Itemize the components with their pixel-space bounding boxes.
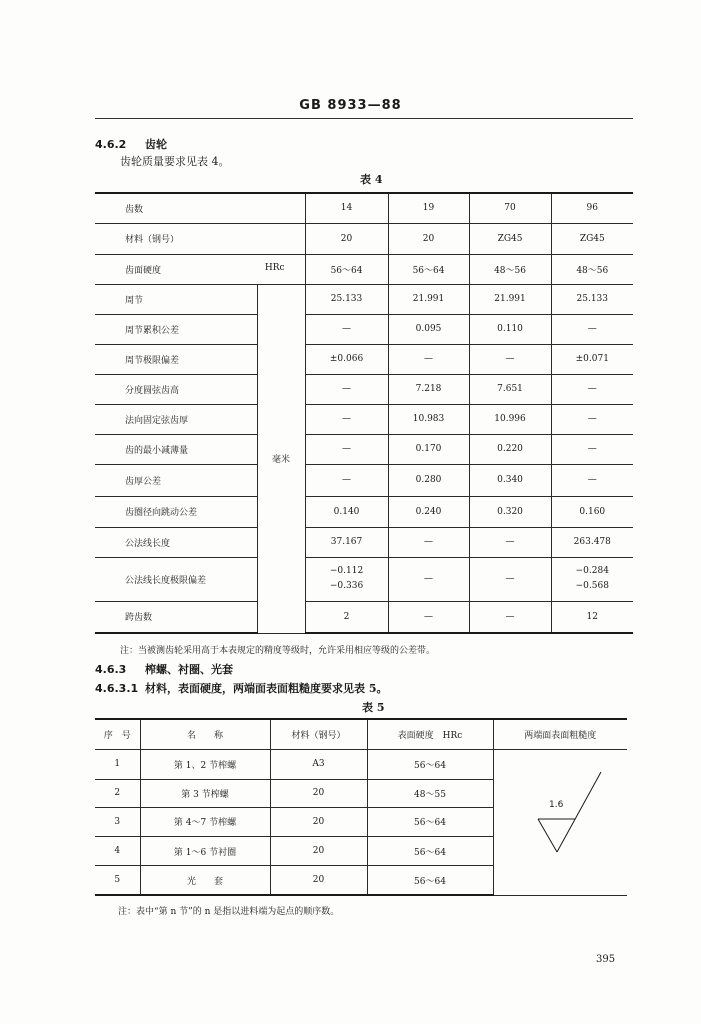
table-cell: 7.651 bbox=[469, 374, 551, 404]
table-row bbox=[95, 496, 633, 527]
table-cell: 0.160 bbox=[551, 496, 633, 527]
table-cell: — bbox=[469, 601, 551, 633]
row-label: 齿的最小减薄量 bbox=[95, 434, 257, 464]
table-cell: — bbox=[305, 374, 388, 404]
table-cell bbox=[305, 557, 388, 601]
table-cell: 14 bbox=[305, 193, 388, 223]
table-cell: — bbox=[305, 314, 388, 344]
row-label: 周节累积公差 bbox=[95, 314, 257, 344]
table-cell: 0.140 bbox=[305, 496, 388, 527]
row-number: 4 bbox=[95, 837, 140, 866]
table-cell: 0.220 bbox=[469, 434, 551, 464]
row-label: 周节 bbox=[95, 284, 257, 314]
row-number: 5 bbox=[95, 866, 140, 895]
table-row bbox=[95, 223, 633, 254]
row-label: 齿圈径向跳动公差 bbox=[95, 496, 257, 527]
table-cell: — bbox=[551, 404, 633, 434]
unit-cell: 毫米 bbox=[257, 284, 305, 633]
table-row bbox=[95, 557, 633, 601]
column-header: 表面硬度 HRc bbox=[367, 719, 493, 749]
table-cell: — bbox=[388, 527, 469, 557]
surface-roughness-symbol bbox=[494, 750, 628, 895]
part-name: 光 套 bbox=[140, 866, 270, 895]
table-cell: 21.991 bbox=[469, 284, 551, 314]
table-cell: 0.110 bbox=[469, 314, 551, 344]
table4-note: 注：当被测齿轮采用高于本表规定的精度等级时，允许采用相应等级的公差带。 bbox=[120, 646, 436, 656]
row-label: 材料（钢号） bbox=[95, 223, 305, 254]
table-cell: 0.095 bbox=[388, 314, 469, 344]
table-cell: 19 bbox=[388, 193, 469, 223]
table-cell: 20 bbox=[305, 223, 388, 254]
table-cell: — bbox=[305, 434, 388, 464]
table-cell: ±0.071 bbox=[551, 344, 633, 374]
row-number: 1 bbox=[95, 749, 140, 779]
section-4-6-3-1-heading bbox=[95, 680, 387, 696]
table-cell: 0.320 bbox=[469, 496, 551, 527]
table5-caption: 表 5 bbox=[362, 701, 385, 714]
part-name: 第 4～7 节榨螺 bbox=[140, 807, 270, 836]
table-cell: — bbox=[469, 344, 551, 374]
table-row bbox=[95, 434, 633, 464]
section-number: 4.6.3.1 bbox=[95, 682, 139, 695]
hardness: 48～55 bbox=[367, 779, 493, 807]
column-header: 两端面表面粗糙度 bbox=[493, 719, 627, 749]
row-label: 法向固定弦齿厚 bbox=[95, 404, 257, 434]
table-cell: 56～64 bbox=[388, 254, 469, 284]
table-cell: 48～56 bbox=[551, 254, 633, 284]
row-label: 周节极限偏差 bbox=[95, 344, 257, 374]
table-cell: 37.167 bbox=[305, 527, 388, 557]
table-row bbox=[95, 464, 633, 496]
table-cell: 56～64 bbox=[305, 254, 388, 284]
column-header: 名 称 bbox=[140, 719, 270, 749]
upper-deviation: −0.112 bbox=[329, 566, 364, 576]
table-row bbox=[95, 193, 633, 223]
table-cell: 25.133 bbox=[551, 284, 633, 314]
lower-deviation: −0.568 bbox=[575, 581, 609, 591]
table-cell: 7.218 bbox=[388, 374, 469, 404]
table4-caption: 表 4 bbox=[360, 173, 383, 186]
table-cell: — bbox=[469, 557, 551, 601]
table5 bbox=[95, 718, 627, 896]
row-label: 分度圆弦齿高 bbox=[95, 374, 257, 404]
row-label bbox=[95, 254, 305, 284]
part-name: 第 1、2 节榨螺 bbox=[140, 749, 270, 779]
table-row bbox=[95, 404, 633, 434]
table-cell: 96 bbox=[551, 193, 633, 223]
section-4-6-3-heading bbox=[95, 661, 233, 677]
row-number: 2 bbox=[95, 779, 140, 807]
hardness: 56～64 bbox=[367, 866, 493, 895]
table-cell: 12 bbox=[551, 601, 633, 633]
table-cell: 10.983 bbox=[388, 404, 469, 434]
roughness-symbol-left-leg bbox=[538, 819, 557, 852]
roughness-value: 1.6 bbox=[548, 799, 563, 810]
hardness: 56～64 bbox=[367, 837, 493, 866]
material: A3 bbox=[270, 749, 367, 779]
table-cell: 0.170 bbox=[388, 434, 469, 464]
row-label: 齿厚公差 bbox=[95, 464, 257, 496]
lower-deviation: −0.336 bbox=[329, 581, 364, 591]
upper-deviation: −0.284 bbox=[575, 566, 609, 576]
material: 20 bbox=[270, 807, 367, 836]
row-label: 齿数 bbox=[95, 193, 305, 223]
table-cell: 10.996 bbox=[469, 404, 551, 434]
table4 bbox=[95, 192, 633, 634]
table-cell: 70 bbox=[469, 193, 551, 223]
section-number: 4.6.3 bbox=[95, 663, 127, 676]
row-number: 3 bbox=[95, 807, 140, 836]
table-cell: 20 bbox=[388, 223, 469, 254]
section-number: 4.6.2 bbox=[95, 138, 127, 151]
row-label: 跨齿数 bbox=[95, 601, 257, 633]
table-row bbox=[95, 344, 633, 374]
page-number: 395 bbox=[596, 954, 616, 965]
table-cell: — bbox=[305, 404, 388, 434]
table-cell: — bbox=[388, 557, 469, 601]
table-cell: 0.240 bbox=[388, 496, 469, 527]
section-title: 榨螺、衬圈、光套 bbox=[145, 663, 233, 676]
table-row bbox=[95, 254, 633, 284]
table-cell: — bbox=[551, 464, 633, 496]
table-cell bbox=[551, 557, 633, 601]
standard-code-header: GB 8933—88 bbox=[299, 98, 402, 113]
row-label-text: 齿面硬度 bbox=[125, 265, 162, 276]
table-cell: ZG45 bbox=[469, 223, 551, 254]
table-cell: — bbox=[469, 527, 551, 557]
table-cell: — bbox=[388, 601, 469, 633]
table-cell: — bbox=[551, 374, 633, 404]
table-cell: 0.280 bbox=[388, 464, 469, 496]
table-cell: 0.340 bbox=[469, 464, 551, 496]
table-cell: ±0.066 bbox=[305, 344, 388, 374]
table-cell: ZG45 bbox=[551, 223, 633, 254]
table-cell: — bbox=[551, 434, 633, 464]
table5-note: 注：表中“第 n 节”的 n 是指以进料端为起点的顺序数。 bbox=[118, 907, 340, 917]
table-cell: — bbox=[305, 464, 388, 496]
table-header-row bbox=[95, 719, 627, 749]
table-row bbox=[95, 749, 627, 779]
table-cell: 25.133 bbox=[305, 284, 388, 314]
section-text: 材料，表面硬度，两端面表面粗糙度要求见表 5。 bbox=[145, 682, 388, 695]
roughness-cell bbox=[493, 749, 627, 895]
row-label: 公法线长度极限偏差 bbox=[95, 557, 257, 601]
table-row bbox=[95, 601, 633, 633]
row-label-unit: HRc bbox=[264, 262, 285, 273]
hardness: 56～64 bbox=[367, 807, 493, 836]
column-header: 材料（钢号） bbox=[270, 719, 367, 749]
section-4-6-2-heading bbox=[95, 136, 167, 152]
material: 20 bbox=[270, 866, 367, 895]
table-cell: — bbox=[388, 344, 469, 374]
table-row bbox=[95, 527, 633, 557]
table-cell: 21.991 bbox=[388, 284, 469, 314]
part-name: 第 1～6 节衬圈 bbox=[140, 837, 270, 866]
roughness-symbol-right-leg bbox=[557, 772, 601, 852]
table-row bbox=[95, 284, 633, 314]
row-label: 公法线长度 bbox=[95, 527, 257, 557]
material: 20 bbox=[270, 837, 367, 866]
table-cell: 48～56 bbox=[469, 254, 551, 284]
column-header: 序 号 bbox=[95, 719, 140, 749]
section-title: 齿轮 bbox=[145, 138, 167, 151]
header-rule bbox=[95, 118, 633, 119]
table-row bbox=[95, 314, 633, 344]
table-row bbox=[95, 374, 633, 404]
section-4-6-2-text: 齿轮质量要求见表 4。 bbox=[120, 155, 230, 168]
table-cell: 2 bbox=[305, 601, 388, 633]
table-cell: — bbox=[551, 314, 633, 344]
part-name: 第 3 节榨螺 bbox=[140, 779, 270, 807]
table-cell: 263.478 bbox=[551, 527, 633, 557]
hardness: 56～64 bbox=[367, 749, 493, 779]
material: 20 bbox=[270, 779, 367, 807]
